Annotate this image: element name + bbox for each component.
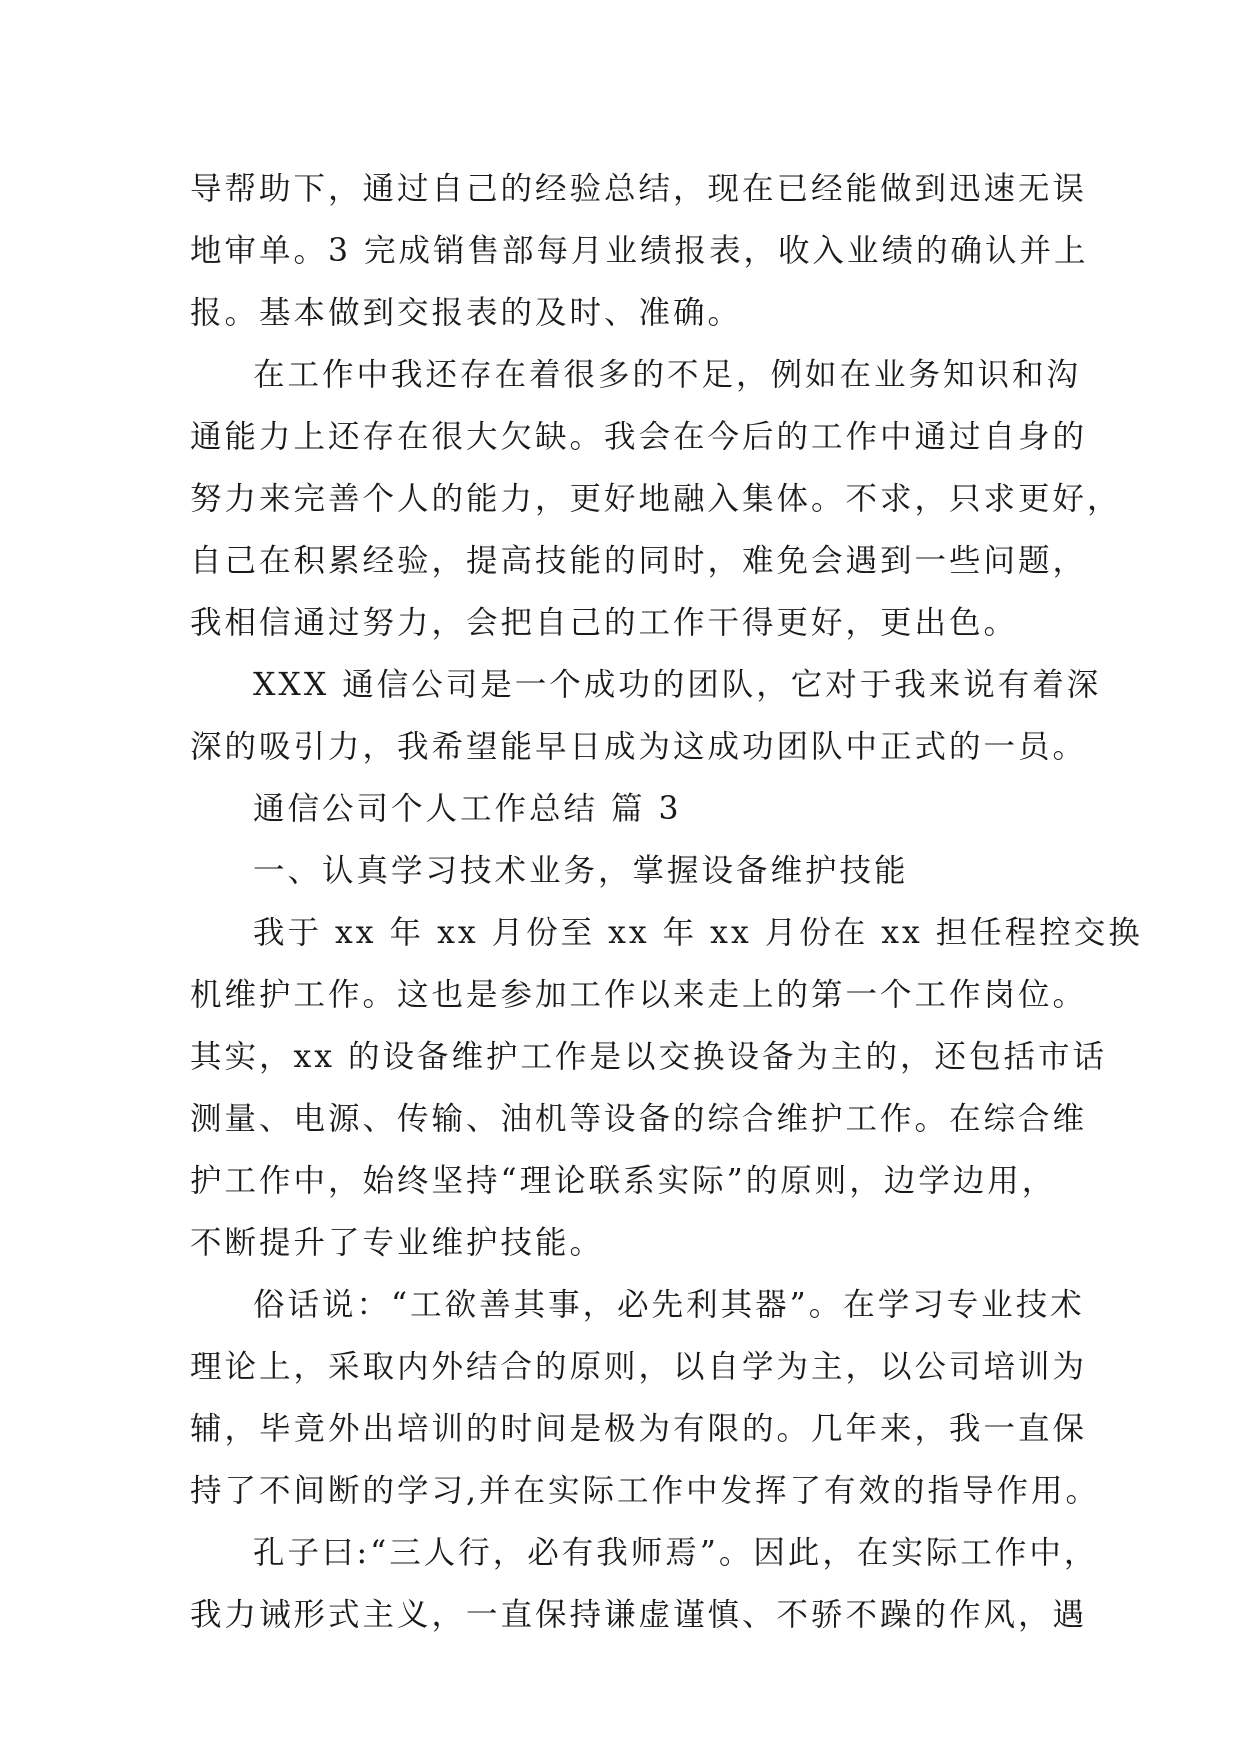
text-line: 理论上，采取内外结合的原则，以自学为主，以公司培训为 xyxy=(190,1349,1088,1385)
text-line: 导帮助下，通过自己的经验总结，现在已经能做到迅速无误 xyxy=(190,171,1088,207)
text-line: 深的吸引力，我希望能早日成为这成功团队中正式的一员。 xyxy=(190,729,1088,765)
subsection-heading xyxy=(190,840,1050,902)
paragraph-3 xyxy=(190,654,1102,778)
text-line: 努力来完善个人的能力，更好地融入集体。不求，只求更好， xyxy=(190,481,1122,517)
text-line: 报。基本做到交报表的及时、准确。 xyxy=(190,295,743,331)
text-line: 我于 xx 年 xx 月份至 xx 年 xx 月份在 xx 担任程控交换 xyxy=(253,915,1143,951)
paragraph-1 xyxy=(190,158,1089,344)
text-line: 孔子曰:“三人行，必有我师焉”。因此，在实际工作中， xyxy=(253,1535,1099,1571)
text-line: XXX 通信公司是一个成功的团队，它对于我来说有着深 xyxy=(253,667,1102,703)
paragraph-2 xyxy=(190,344,1122,654)
document-body xyxy=(190,158,1143,1646)
text-line: 我力诫形式主义，一直保持谦虚谨慎、不骄不躁的作风，遇 xyxy=(190,1597,1088,1633)
text-line: 地审单。3 完成销售部每月业绩报表，收入业绩的确认并上 xyxy=(190,233,1089,269)
text-line: 其实，xx 的设备维护工作是以交换设备为主的，还包括市话 xyxy=(190,1039,1108,1075)
text-line: 不断提升了专业维护技能。 xyxy=(190,1225,605,1261)
text-line: 护工作中，始终坚持“理论联系实际”的原则，边学边用， xyxy=(190,1163,1057,1199)
subsection-heading-text: 一、认真学习技术业务，掌握设备维护技能 xyxy=(253,853,909,889)
text-line: 俗话说：“工欲善其事，必先利其器”。在学习专业技术 xyxy=(253,1287,1085,1323)
text-line: 持了不间断的学习,并在实际工作中发挥了有效的指导作用。 xyxy=(190,1473,1101,1509)
paragraph-5 xyxy=(190,1274,1101,1522)
text-line: 通能力上还存在很大欠缺。我会在今后的工作中通过自身的 xyxy=(190,419,1088,455)
text-line: 自己在积累经验，提高技能的同时，难免会遇到一些问题， xyxy=(190,543,1088,579)
text-line: 辅，毕竟外出培训的时间是极为有限的。几年来，我一直保 xyxy=(190,1411,1088,1447)
text-line: 机维护工作。这也是参加工作以来走上的第一个工作岗位。 xyxy=(190,977,1088,1013)
section-title xyxy=(190,778,1050,840)
text-line: 我相信通过努力，会把自己的工作干得更好，更出色。 xyxy=(190,605,1019,641)
section-title-text: 通信公司个人工作总结 篇 3 xyxy=(253,791,682,827)
text-line: 在工作中我还存在着很多的不足，例如在业务知识和沟 xyxy=(253,357,1082,393)
paragraph-4 xyxy=(190,902,1143,1274)
text-line: 测量、电源、传输、油机等设备的综合维护工作。在综合维 xyxy=(190,1101,1088,1137)
paragraph-6 xyxy=(190,1522,1099,1646)
